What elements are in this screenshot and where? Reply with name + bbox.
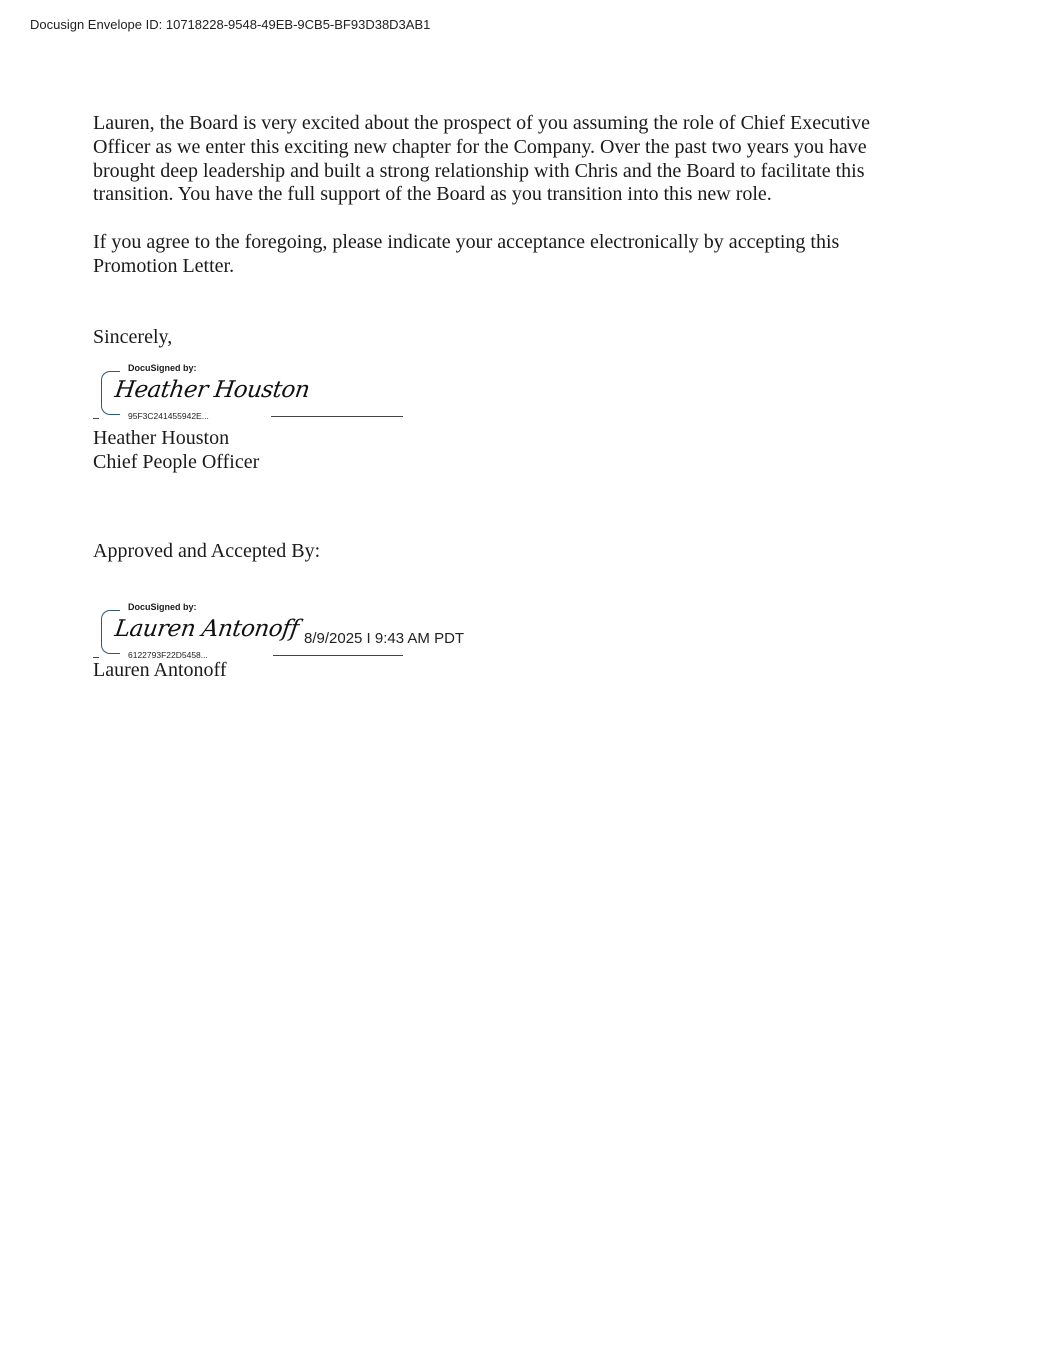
- paragraph-line: transition. You have the full support of the Board as you transition into this new role.: [93, 183, 772, 206]
- paragraph-line: Promotion Letter.: [93, 254, 235, 277]
- body-paragraph-2: [93, 231, 933, 279]
- paragraph-line: brought deep leadership and built a strong relationship with Chris and the Board to facilitate this: [93, 159, 865, 182]
- docusign-stamp-lauren: [93, 602, 301, 660]
- approval-heading: Approved and Accepted By:: [93, 540, 321, 562]
- envelope-id: Docusign Envelope ID: 10718228-9548-49EB-9CB5-BF93D38D3AB1: [30, 17, 431, 32]
- paragraph-line: If you agree to the foregoing, please indicate your acceptance electronically by accepting this: [93, 231, 840, 253]
- closing-salutation: Sincerely,: [93, 326, 173, 348]
- paragraph-line: Officer as we enter this exciting new chapter for the Company. Over the past two years you have: [93, 135, 867, 158]
- signer-title: Chief People Officer: [93, 450, 260, 473]
- signer-2-name: Lauren Antonoff: [93, 659, 227, 681]
- signature-hash: 6122793F22D5458...: [128, 650, 208, 660]
- signature-line-tick: [93, 418, 99, 419]
- signature-heather-houston: Heather Houston: [113, 377, 312, 403]
- docusigned-by-label: DocuSigned by:: [128, 602, 197, 612]
- signature-line: [273, 655, 403, 656]
- signer-1-block: [93, 427, 259, 475]
- signer-name: Heather Houston: [93, 427, 230, 449]
- signature-hash: 95F3C241455942E...: [128, 411, 209, 421]
- body-paragraph-1: [93, 112, 933, 207]
- signature-line: [271, 416, 403, 417]
- paragraph-line: Lauren, the Board is very excited about the prospect of you assuming the role of Chief Executive: [93, 112, 870, 134]
- docusigned-by-label: DocuSigned by:: [128, 363, 197, 373]
- signed-date-stamp: 8/9/2025 I 9:43 AM PDT: [304, 630, 465, 647]
- signature-lauren-antonoff: Lauren Antonoff: [113, 616, 301, 642]
- signature-line-tick: [93, 657, 99, 658]
- docusign-stamp-heather: [93, 363, 312, 421]
